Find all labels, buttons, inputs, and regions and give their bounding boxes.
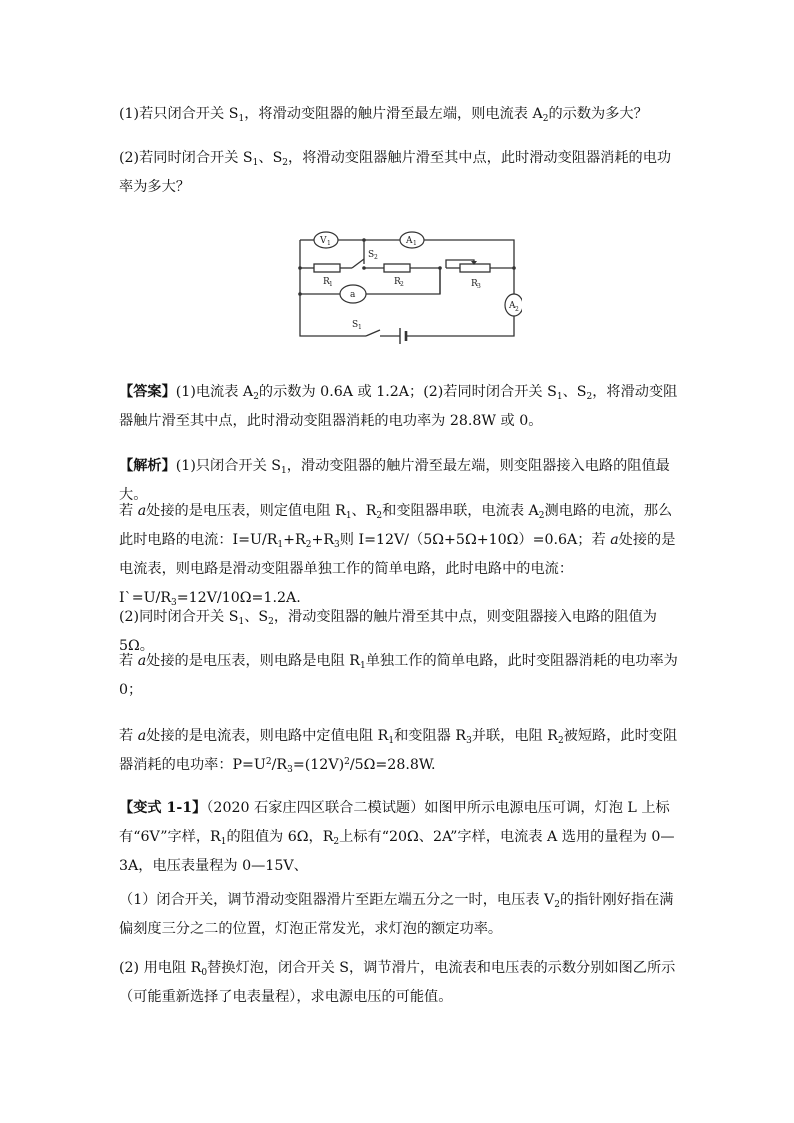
analysis-p1: 若 a处接的是电压表，则定值电阻 $R_1$、$R_2$和变阻器串联，电流表 $A_2$测电路的电流，那么此时电路的电流：$I=U/R_1+R_2+R_3$则 I=12V/（5Ω+5Ω+10Ω）=0.6A；若 a处接的是电流表，则电路是滑动变阻器单独工作的简单电路，此时电路中的电流：$I`=U/R_3=12V/10\Omega=1.2A$. <box>119 503 676 608</box>
question-1: (1)若只闭合开关 $S_1$，将滑动变阻器的触片滑至最左端，则电流表 $A_2$的示数为多大？ <box>119 106 648 124</box>
variant-question-1: （1）闭合开关，调节滑动变阻器滑片至距左端五分之一时，电压表 $V_2$的指针刚好指在满偏刻度三分之二的位置，灯泡正常发光，求灯泡的额定功率。 <box>119 892 674 937</box>
analysis-p2: (2)同时闭合开关 $S_1$、$S_2$，滑动变阻器的触片滑至其中点，则变阻器接入电路的阻值为 5Ω。 <box>119 609 657 654</box>
svg-text:2: 2 <box>400 281 404 288</box>
svg-text:1: 1 <box>358 324 362 331</box>
question-2: (2)若同时闭合开关 $S_1$、$S_2$，将滑动变阻器触片滑至其中点，此时滑动变阻器消耗的电功率为多大？ <box>119 150 672 195</box>
svg-text:1: 1 <box>329 281 333 288</box>
svg-text:V: V <box>320 236 327 246</box>
svg-text:3: 3 <box>477 283 481 290</box>
variant-paragraph: 【变式 1-1】（2020 石家庄四区联合二模试题）如图甲所示电源电压可调，灯泡 L 上标有“6V”字样，$R_1$的阻值为 6Ω，$R_2$上标有“20Ω、2A”字样，电流表 A 选用的量程为 0—3A，电压表量程为 0—15V、 <box>119 800 675 874</box>
svg-text:1: 1 <box>327 240 331 247</box>
svg-text:2: 2 <box>374 254 378 261</box>
answer-paragraph: 【答案】(1)电流表 $A_2$的示数为 0.6A 或 1.2A；(2)若同时闭合开关 $S_1$、$S_2$，将滑动变阻器触片滑至其中点，此时滑动变阻器消耗的电功率为 28.8W 或 0。 <box>119 384 678 429</box>
variant-question-2: (2) 用电阻 $R_0$替换灯泡，闭合开关 S，调节滑片，电流表和电压表的示数分别如图乙所示（可能重新选择了电表量程），求电源电压的可能值。 <box>119 960 676 1005</box>
svg-text:R: R <box>323 277 330 287</box>
svg-text:A: A <box>509 301 516 311</box>
svg-text:a: a <box>350 290 356 300</box>
svg-text:1: 1 <box>413 240 417 247</box>
analysis-p3: 若 a处接的是电压表，则电路是电阻 $R_1$单独工作的简单电路，此时变阻器消耗的电功率为 0； <box>119 653 678 698</box>
svg-text:S: S <box>352 320 359 330</box>
circuit-diagram <box>296 226 522 348</box>
svg-text:A: A <box>406 236 413 246</box>
svg-text:R: R <box>394 277 401 287</box>
analysis-p4: 若 a处接的是电流表，则电路中定值电阻 $R_1$和变阻器 $R_3$并联，电阻 $R_2$被短路，此时变阻器消耗的电功率：$P=U^2/R_3=(12V)^2/5\Omega=28.8W$. <box>119 728 678 775</box>
analysis-paragraph: 【解析】(1)只闭合开关 $S_1$，滑动变阻器的触片滑至最左端，则变阻器接入电路的阻值最大。 <box>119 458 670 503</box>
svg-text:S: S <box>368 250 375 260</box>
svg-text:2: 2 <box>515 306 519 313</box>
svg-text:R: R <box>471 279 478 289</box>
